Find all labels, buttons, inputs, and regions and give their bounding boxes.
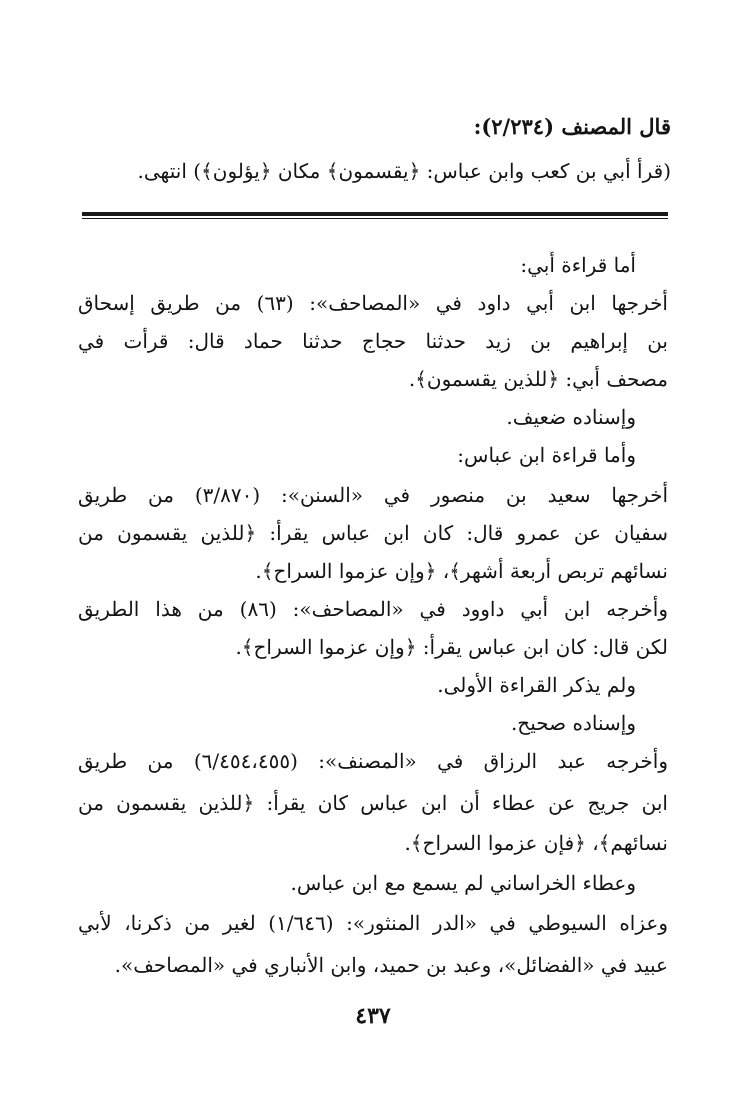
quoted-text: (قرأ أبي بن كعب وابن عباس: ﴿يقسمون﴾ مكان ﴿يؤلون﴾) انتهى. [137,159,671,183]
paragraph-line: وعطاء الخراساني لم يسمع مع ابن عباس. [290,871,636,895]
paragraph-line: لكن قال: كان ابن عباس يقرأ: ﴿وإن عزموا السراح﴾. [235,635,668,659]
paragraph-line: وعزاه السيوطي في «الدر المنثور»: (١/٦٤٦) لغير من ذكرنا، لأبي [78,911,668,935]
paragraph-line: مصحف أبي: ﴿للذين يقسمون﴾. [408,367,668,391]
paragraph-line: ابن جريج عن عطاء أن ابن عباس كان يقرأ: ﴿للذين يقسمون من [78,791,668,815]
paragraph-line: أخرجها سعيد بن منصور في «السنن»: (٣/٨٧٠) من طريق [78,483,668,507]
separator-rule-thick [82,212,668,216]
paragraph-line: سفيان عن عمرو قال: كان ابن عباس يقرأ: ﴿للذين يقسمون من [78,521,668,545]
paragraph-line: وأما قراءة ابن عباس: [457,443,636,467]
paragraph-line: عبيد في «الفضائل»، وعبد بن حميد، وابن الأنباري في «المصاحف». [114,953,668,977]
separator-rule-thin [82,218,668,219]
page-number: ٤٣٧ [355,1003,391,1029]
paragraph-line: ولم يذكر القراءة الأولى. [437,673,636,697]
paragraph-line: نسائهم﴾، ﴿فإن عزموا السراح﴾. [404,831,668,855]
paragraph-line: أخرجها ابن أبي داود في «المصاحف»: (٦٣) من طريق إسحاق [78,291,668,315]
section-heading: قال المصنف (٢/٢٣٤): [473,114,671,139]
paragraph-line: وأخرجه عبد الرزاق في «المصنف»: (٦/٤٥٤،٤٥٥) من طريق [78,749,668,773]
paragraph-line: وأخرجه ابن أبي داوود في «المصاحف»: (٨٦) من هذا الطريق [78,597,668,621]
paragraph-line: بن إبراهيم بن زيد حدثنا حجاج حدثنا حماد قال: قرأت في [78,329,668,353]
paragraph-line: وإسناده صحيح. [510,711,636,735]
paragraph-line: وإسناده ضعيف. [506,405,636,429]
paragraph-line: نسائهم تربص أربعة أشهر﴾، ﴿وإن عزموا السراح﴾. [255,559,668,583]
paragraph-line: أما قراءة أُبي: [520,253,636,277]
